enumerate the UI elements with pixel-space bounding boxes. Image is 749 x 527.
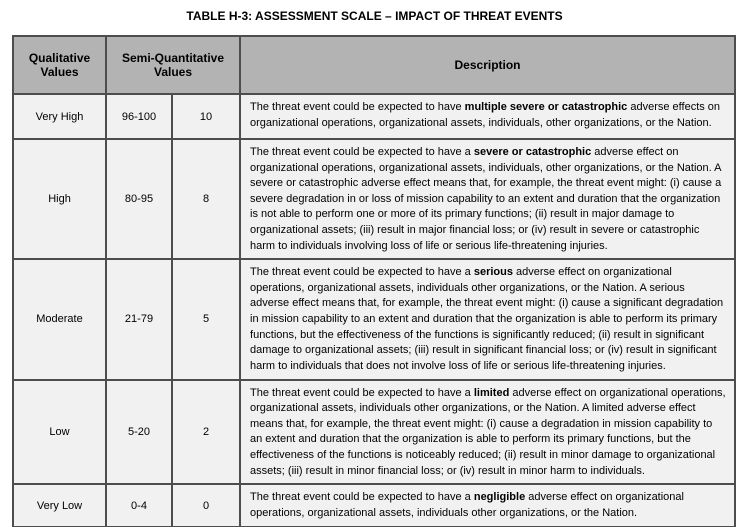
semi-quantitative-range-cell: 5-20: [106, 380, 172, 485]
description-bold-phrase: negligible: [473, 491, 526, 504]
description-text: The threat event could be expected to have a: [250, 146, 474, 158]
description-text: adverse effect on organizational operations, organizational assets, individuals other organizations, or the Nation. A limited adverse effect means that, for example, the threat event might: (i) cause a degradation in mission capability to an extent and duration that the organization is able to perform its primary functions, but the effectiveness of the functions is noticeably reduced; (ii) result in minor damage to organizational assets; (iii) result in minor financial loss; or (iv) result in minor harm to individuals.: [250, 386, 726, 477]
table-header: [13, 36, 735, 94]
table-header-row: [13, 36, 735, 94]
description-cell: [240, 94, 735, 139]
description-bold-phrase: limited: [473, 386, 510, 399]
table-row: [13, 380, 735, 485]
description-text: adverse effect on organizational operations, organizational assets, individuals other organizations, or the Nation.: [250, 491, 684, 519]
table-body: [13, 94, 735, 527]
qualitative-value-cell: High: [13, 139, 106, 259]
semi-quantitative-range-cell: 80-95: [106, 139, 172, 259]
qualitative-values-header: Qualitative Values: [13, 36, 106, 94]
description-cell: [240, 139, 735, 259]
qualitative-value-cell: Very High: [13, 94, 106, 139]
table-row: [13, 259, 735, 379]
qualitative-value-cell: Moderate: [13, 259, 106, 379]
semi-quantitative-value-cell: 0: [172, 484, 240, 527]
assessment-table: [12, 35, 736, 527]
description-bold-phrase: multiple severe or catastrophic: [464, 101, 628, 113]
semi-quantitative-range-cell: 96-100: [106, 94, 172, 139]
table-row: [13, 484, 735, 527]
description-text: The threat event could be expected to have a: [250, 266, 474, 279]
description-cell: [240, 259, 735, 379]
description-cell: [240, 380, 735, 485]
qualitative-value-cell: Low: [13, 380, 106, 485]
description-bold-phrase: serious: [473, 266, 513, 279]
description-text: The threat event could be expected to have a: [250, 386, 474, 399]
qualitative-value-cell: Very Low: [13, 484, 106, 527]
semi-quantitative-value-cell: 2: [172, 380, 240, 485]
description-cell: [240, 484, 735, 527]
semi-quantitative-range-cell: 0-4: [106, 484, 172, 527]
semi-quantitative-value-cell: 5: [172, 259, 240, 379]
semi-quantitative-value-cell: 8: [172, 139, 240, 259]
description-text: adverse effects on organizational operations, organizational assets, individuals, other organizations, or the Nation.: [250, 101, 721, 129]
description-text: The threat event could be expected to have a: [250, 491, 474, 504]
description-header: Description: [240, 36, 735, 94]
table-title: TABLE H-3: ASSESSMENT SCALE – IMPACT OF THREAT EVENTS: [186, 9, 563, 23]
semi-quantitative-value-cell: 10: [172, 94, 240, 139]
description-text: The threat event could be expected to have: [250, 101, 465, 113]
table-row: [13, 94, 735, 139]
description-bold-phrase: severe or catastrophic: [473, 146, 592, 158]
table-row: [13, 139, 735, 259]
description-text: adverse effect on organizational operations, organizational assets, individuals, other organizations, or the Nation. A severe or catastrophic adverse effect means that, for example, the threat event might: (i) cause a severe degradation in or loss of mission capability to an extent and duration that the organization is not able to perform one or more of its primary functions; (ii) result in major damage to organizational assets; (iii) result in major financial loss; or (iv) result in severe or catastrophic harm to individuals involving loss of life or serious life-threatening injuries.: [250, 146, 722, 252]
description-text: adverse effect on organizational operations, organizational assets, individuals other organizations, or the Nation. A serious adverse effect means that, for example, the threat event might: (i) cause a significant degradation in mission capability to an extent and duration that the organization is able to perform its primary functions, but the effectiveness of the functions is significantly reduced; (ii) result in significant damage to organizational assets; (iii) result in significant financial loss; or (iv) result in significant harm to individuals that does not involve loss of life or serious life-threatening injuries.: [250, 266, 724, 372]
semi-quantitative-values-header: Semi-Quantitative Values: [106, 36, 240, 94]
semi-quantitative-range-cell: 21-79: [106, 259, 172, 379]
